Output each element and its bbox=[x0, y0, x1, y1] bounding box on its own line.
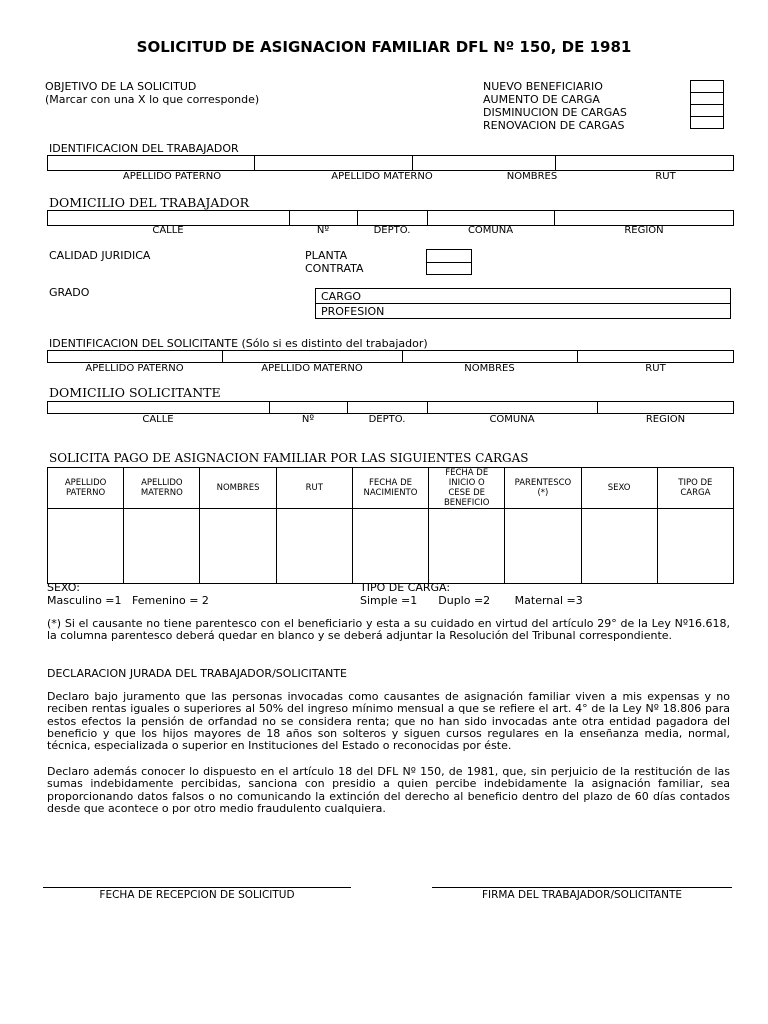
cargas-col-fecha-inicio-cese-line: INICIO O bbox=[448, 478, 485, 488]
firma-line[interactable] bbox=[432, 887, 732, 888]
cargas-col-apellido-materno-line: APELLIDO bbox=[141, 478, 183, 488]
cargas-col-apellido-paterno-line: PATERNO bbox=[65, 488, 106, 498]
sol-label-depto: DEPTO. bbox=[368, 414, 406, 425]
sol-label-comuna: COMUNA bbox=[489, 414, 535, 425]
fecha-recepcion-label: FECHA DE RECEPCION DE SOLICITUD bbox=[99, 889, 295, 901]
sol-field-comuna[interactable] bbox=[428, 402, 598, 413]
sol-field-rut[interactable] bbox=[578, 351, 733, 362]
cargo-label: CARGO bbox=[321, 290, 362, 303]
cargas-col-tipo-carga-line: CARGA bbox=[680, 488, 711, 498]
label-region: REGION bbox=[624, 225, 664, 236]
cargas-col-tipo-carga bbox=[657, 468, 733, 509]
solicitante-domicilio-labels bbox=[47, 414, 734, 425]
cargas-header-row bbox=[48, 468, 734, 509]
fecha-recepcion-line[interactable] bbox=[43, 887, 351, 888]
sol-field-nombres[interactable] bbox=[403, 351, 578, 362]
option-contrata: CONTRATA bbox=[305, 262, 364, 275]
tipo-carga-legend-label: TIPO DE CARGA: bbox=[360, 581, 451, 594]
cargas-col-parentesco-line: PARENTESCO bbox=[514, 478, 572, 488]
field-region[interactable] bbox=[555, 211, 733, 225]
declaracion-paragraph-1: Declaro bajo juramento que las personas invocadas como causantes de asignación familiar viven a mis expensas y no reciben rentas iguales o superiores al 50% del ingreso mínimo mensual a que se refiere el art. 4° de la Ley Nº 18.806 para estos efectos la pensión de orfandad no se considera renta; que no han sido invocadas ante otra entidad pagadora del beneficio y que los hijos mayores de 18 años son solteros y siguen cursos regulares en la enseñanza media, normal, técnica, especializada o superior en Instituciones del Estado o reconocidas por éste. bbox=[47, 690, 730, 753]
firma-label: FIRMA DEL TRABAJADOR/SOLICITANTE bbox=[481, 889, 683, 901]
cargas-col-rut bbox=[276, 468, 352, 509]
cargas-cell-nombres[interactable] bbox=[200, 509, 276, 584]
option-nuevo-beneficiario: NUEVO BENEFICIARIO bbox=[483, 80, 603, 93]
sol-field-depto[interactable] bbox=[348, 402, 428, 413]
label-apellido-materno: APELLIDO MATERNO bbox=[331, 171, 433, 182]
cargas-body-row bbox=[48, 509, 734, 584]
cargas-col-fecha-inicio-cese bbox=[429, 468, 505, 509]
sol-label-apellido-paterno: APELLIDO PATERNO bbox=[85, 363, 184, 374]
cargas-col-apellido-materno bbox=[124, 468, 200, 509]
cargas-cell-rut[interactable] bbox=[276, 509, 352, 584]
field-rut[interactable] bbox=[556, 156, 733, 170]
label-apellido-paterno: APELLIDO PATERNO bbox=[122, 171, 222, 182]
declaracion-paragraph-2: Declaro además conocer lo dispuesto en el artículo 18 del DFL Nº 150, de 1981, que, sin perjuicio de la restitución de las sumas indebidamente percibidas, sanciona con presidio a quien percibe indebidamente la asignación familiar, sea proporcionando datos falsos o no comunicando la extinción del derecho al beneficio dentro del plazo de 60 días contados desde que acontece o por otro medio fraudulento cualquiera. bbox=[47, 765, 730, 815]
sexo-legend-values: Masculino =1 Femenino = 2 bbox=[47, 594, 209, 607]
sol-label-nombres: NOMBRES bbox=[464, 363, 515, 374]
option-aumento-carga: AUMENTO DE CARGA bbox=[483, 93, 600, 106]
trabajador-id-row bbox=[47, 155, 734, 171]
cargas-heading: SOLICITA PAGO DE ASIGNACION FAMILIAR POR LAS SIGUIENTES CARGAS bbox=[49, 451, 529, 465]
sexo-legend-label: SEXO: bbox=[47, 581, 80, 594]
cargas-cell-tipo-carga[interactable] bbox=[657, 509, 733, 584]
trabajador-id-labels bbox=[47, 171, 734, 182]
label-rut: RUT bbox=[655, 171, 676, 182]
cargas-table bbox=[47, 467, 734, 584]
label-depto: DEPTO. bbox=[373, 225, 411, 236]
page-title: SOLICITUD DE ASIGNACION FAMILIAR DFL Nº 150, DE 1981 bbox=[136, 38, 632, 56]
cargas-col-sexo bbox=[581, 468, 657, 509]
solicitante-id-labels bbox=[47, 363, 734, 374]
cargas-col-apellido-paterno-line: APELLIDO bbox=[64, 478, 107, 488]
label-nombres: NOMBRES bbox=[506, 171, 558, 182]
cargas-col-fecha-nacimiento-line: FECHA DE bbox=[368, 478, 412, 488]
trabajador-domicilio-heading: DOMICILIO DEL TRABAJADOR bbox=[49, 195, 250, 210]
cargas-col-rut-line: RUT bbox=[305, 483, 323, 493]
solicitante-domicilio-heading: DOMICILIO SOLICITANTE bbox=[49, 385, 221, 400]
grado-label: GRADO bbox=[49, 286, 90, 299]
cargas-col-fecha-inicio-cese-line: CESE DE bbox=[448, 488, 486, 498]
field-apellido-paterno[interactable] bbox=[48, 156, 255, 170]
sol-label-region: REGION bbox=[645, 414, 686, 425]
cargas-col-fecha-nacimiento-line: NACIMIENTO bbox=[363, 488, 418, 498]
field-nombres[interactable] bbox=[413, 156, 556, 170]
field-calle[interactable] bbox=[48, 211, 290, 225]
sol-label-apellido-materno: APELLIDO MATERNO bbox=[261, 363, 363, 374]
cargas-col-apellido-materno-line: MATERNO bbox=[140, 488, 183, 498]
declaracion-heading: DECLARACION JURADA DEL TRABAJADOR/SOLICITANTE bbox=[47, 667, 347, 680]
cargas-col-parentesco-line: (*) bbox=[537, 488, 549, 498]
checkbox-renovacion-cargas[interactable] bbox=[690, 116, 724, 129]
option-disminucion-cargas: DISMINUCION DE CARGAS bbox=[483, 106, 627, 119]
sol-field-region[interactable] bbox=[598, 402, 733, 413]
tipo-carga-legend-values: Simple =1 Duplo =2 Maternal =3 bbox=[360, 594, 583, 607]
field-comuna[interactable] bbox=[428, 211, 555, 225]
cargo-field[interactable] bbox=[315, 288, 731, 304]
cargas-col-nombres-line: NOMBRES bbox=[216, 483, 260, 493]
field-depto[interactable] bbox=[358, 211, 428, 225]
field-numero[interactable] bbox=[290, 211, 358, 225]
field-apellido-materno[interactable] bbox=[255, 156, 413, 170]
cargas-cell-fecha-nacimiento[interactable] bbox=[352, 509, 428, 584]
sol-field-apellido-materno[interactable] bbox=[223, 351, 403, 362]
sol-field-numero[interactable] bbox=[270, 402, 348, 413]
profesion-field[interactable] bbox=[315, 303, 731, 319]
cargas-cell-parentesco[interactable] bbox=[505, 509, 581, 584]
solicitante-id-heading: IDENTIFICACION DEL SOLICITANTE (Sólo si es distinto del trabajador) bbox=[49, 337, 428, 350]
trabajador-id-heading: IDENTIFICACION DEL TRABAJADOR bbox=[49, 142, 239, 155]
sol-label-calle: CALLE bbox=[142, 414, 174, 425]
cargas-cell-apellido-paterno[interactable] bbox=[48, 509, 124, 584]
cargas-cell-sexo[interactable] bbox=[581, 509, 657, 584]
label-calle: CALLE bbox=[152, 225, 184, 236]
cargas-cell-fecha-inicio-cese[interactable] bbox=[429, 509, 505, 584]
solicitante-id-row bbox=[47, 350, 734, 363]
objetivo-label: OBJETIVO DE LA SOLICITUD bbox=[45, 80, 197, 93]
cargas-col-nombres bbox=[200, 468, 276, 509]
cargas-col-parentesco bbox=[505, 468, 581, 509]
profesion-label: PROFESION bbox=[321, 305, 385, 318]
cargas-col-fecha-inicio-cese-line: BENEFICIO bbox=[443, 498, 490, 508]
sol-field-apellido-paterno[interactable] bbox=[48, 351, 223, 362]
cargas-cell-apellido-materno[interactable] bbox=[124, 509, 200, 584]
objetivo-instruction: (Marcar con una X lo que corresponde) bbox=[45, 93, 260, 106]
parentesco-note: (*) Si el causante no tiene parentesco con el beneficiario y esta a su cuidado en virtud del artículo 29° de la Ley Nº16.618, la columna parentesco deberá quedar en blanco y se deberá adjuntar la Resolución del Tribunal correspondiente. bbox=[47, 617, 730, 643]
label-comuna: COMUNA bbox=[467, 225, 514, 236]
cargas-col-fecha-nacimiento bbox=[352, 468, 428, 509]
option-planta: PLANTA bbox=[305, 249, 348, 262]
cargas-col-apellido-paterno bbox=[48, 468, 124, 509]
option-renovacion-cargas: RENOVACION DE CARGAS bbox=[483, 119, 625, 132]
calidad-juridica-label: CALIDAD JURIDICA bbox=[49, 249, 151, 262]
sol-label-numero: Nº bbox=[301, 414, 315, 425]
cargas-col-tipo-carga-line: TIPO DE bbox=[678, 478, 713, 488]
label-numero: Nº bbox=[316, 225, 330, 236]
cargas-col-fecha-inicio-cese-line: FECHA DE bbox=[445, 468, 489, 478]
sol-label-rut: RUT bbox=[645, 363, 666, 374]
checkbox-contrata[interactable] bbox=[426, 262, 472, 275]
trabajador-domicilio-labels bbox=[47, 225, 734, 236]
checkbox-planta[interactable] bbox=[426, 249, 472, 263]
solicitante-domicilio-row bbox=[47, 401, 734, 414]
sol-field-calle[interactable] bbox=[48, 402, 270, 413]
trabajador-domicilio-row bbox=[47, 210, 734, 226]
cargas-col-sexo-line: SEXO bbox=[607, 483, 631, 493]
